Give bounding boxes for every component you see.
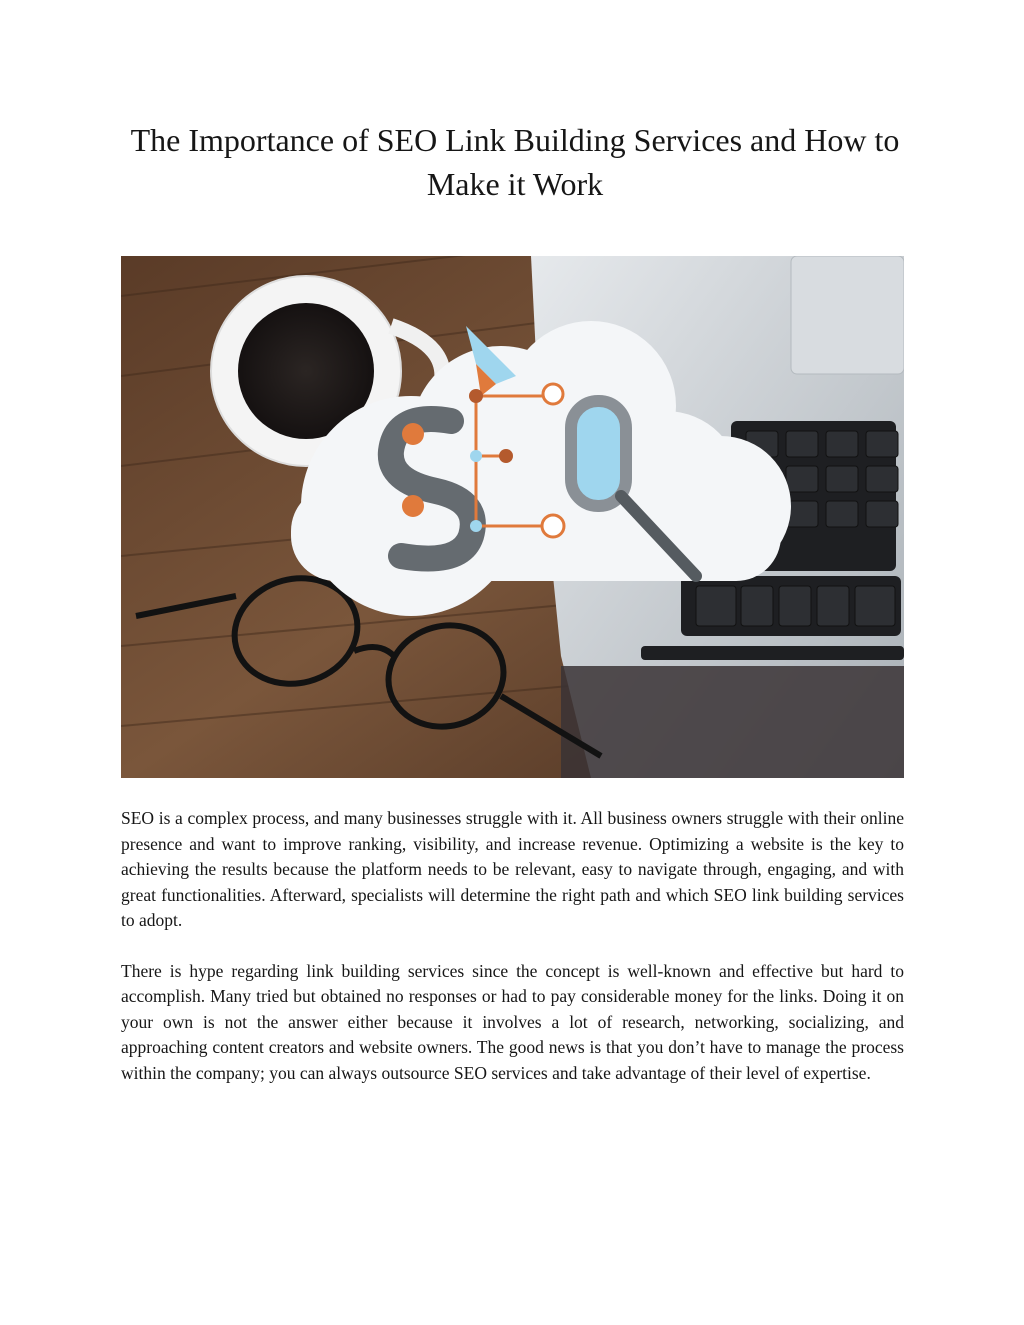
page-title: The Importance of SEO Link Building Services and How to Make it Work (130, 122, 900, 202)
clock-icon (542, 515, 564, 537)
paragraph: SEO is a complex process, and many businesses struggle with it. All business owners struggle with their online presence and want to improve ranking, visibility, and increase revenue. Optimizing a website is the key to achieving the results because the platform needs to be relevant, easy to navigate through, engaging, and with great functionalities. Afterward, specialists will determine the right path and which SEO link building services to adopt. (121, 808, 904, 930)
paragraph: There is hype regarding link building services since the concept is well-known and effective but hard to accomplish. Many tried but obtained no responses or had to pay considerable money for the links. Doing it on your own is not the answer either because it involves a lot of research, networking, socializing, and approaching content creators and website owners. The good news is that you don’t have to manage the process within the company; you can always outsource SEO services and take advantage of their level of expertise. (121, 960, 904, 1083)
location-pin-icon (543, 384, 563, 404)
hero-image (121, 256, 904, 778)
article-body (121, 806, 904, 1111)
hero-overlay-text: SEO (541, 471, 544, 472)
